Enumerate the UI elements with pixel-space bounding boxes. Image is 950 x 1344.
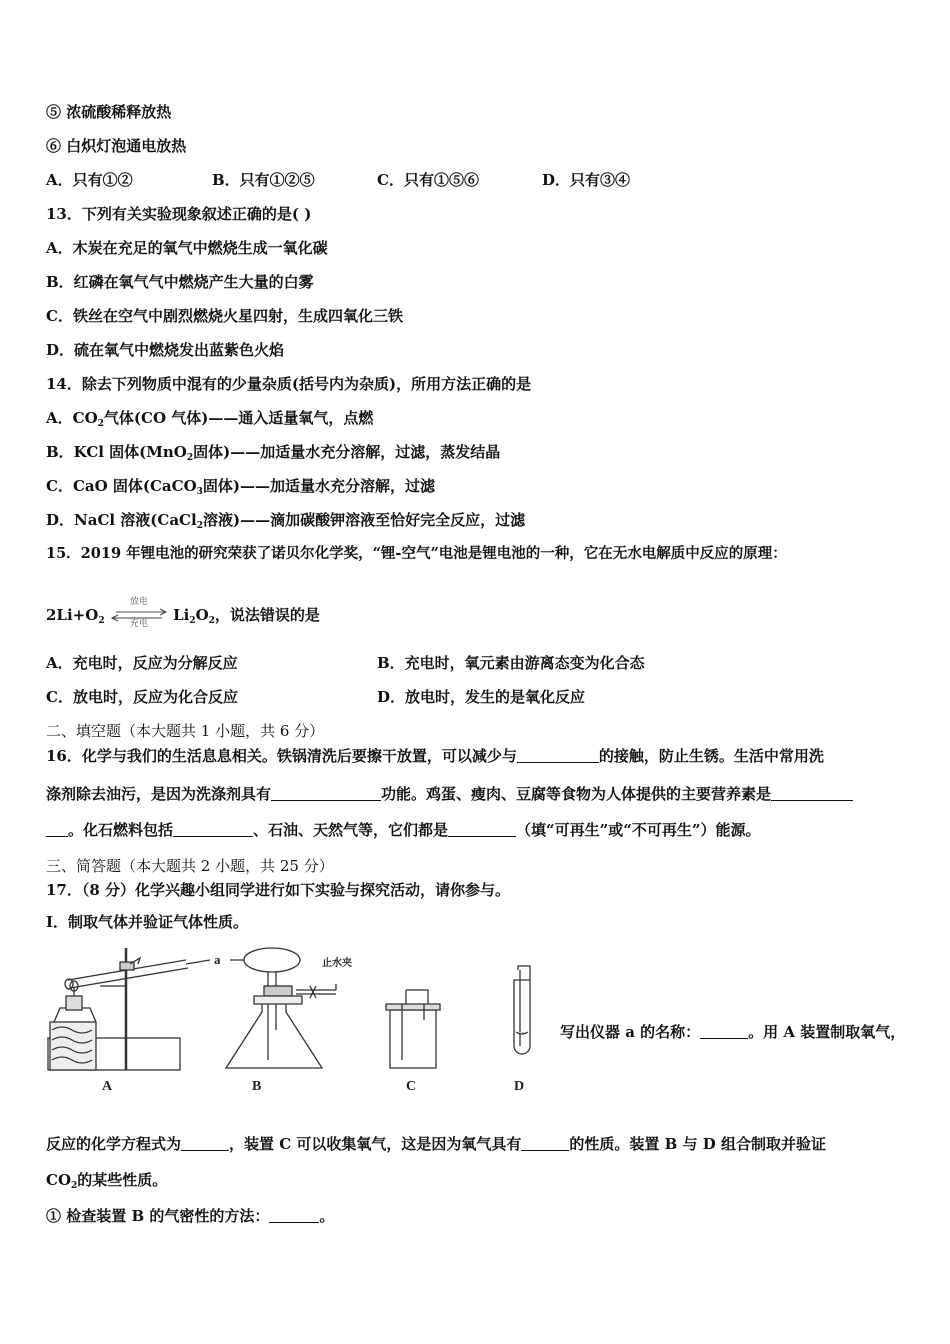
q17-part1: Ⅰ．制取气体并验证气体性质。: [46, 913, 249, 931]
q17-line2: 反应的化学方程式为 ，装置 C 可以收集氧气，这是因为氧气具有 的性质。装置 B 与 D 组合制取并验证: [46, 1135, 826, 1153]
q17-line3: $CO_2$的某些性质。: [46, 1171, 168, 1191]
q17-question1: ① 检查装置 B 的气密性的方法： 。: [46, 1207, 335, 1225]
q13-option-d: D．硫在氧气中燃烧发出蓝紫色火焰: [46, 341, 285, 359]
q16-line1: 16．化学与我们的生活息息相关。铁锅清洗后要擦干放置，可以减少与 的接触，防止生锈。生活中常用洗: [46, 747, 824, 765]
q14-stem: 14．除去下列物质中混有的少量杂质(括号内为杂质)，所用方法正确的是: [46, 375, 532, 393]
label-instrument-a: a: [214, 952, 221, 967]
q12-option-d: D．只有③④: [542, 171, 631, 189]
q17-figure-side-text: 写出仪器 a 的名称： 。用 A 装置制取氧气，: [560, 1023, 906, 1041]
label-b-apparatus: B: [252, 1079, 262, 1094]
q15-option-d: D．放电时，发生的是氧化反应: [377, 688, 586, 706]
label-clamp: 止水夹: [322, 958, 352, 969]
q12-option-b: B．只有①②⑤: [212, 171, 315, 189]
q15-option-c: C．放电时，反应为化合反应: [46, 688, 238, 706]
q14-option-a: A．$CO_2$气体(CO 气体)——通入适量氧气，点燃: [46, 409, 374, 429]
q17-stem: 17．（8 分）化学兴趣小组同学进行如下实验与探究活动，请你参与。: [46, 881, 511, 899]
q12-item6: ⑥ 白炽灯泡通电放热: [46, 137, 187, 155]
q14-option-d: D．NaCl 溶液(CaCl$_2$溶液)——滴加碳酸钾溶液至恰好完全反应，过滤: [46, 511, 526, 531]
q13-stem: 13．下列有关实验现象叙述正确的是( ): [46, 205, 312, 223]
q12-option-a: A．只有①②: [46, 171, 133, 189]
reversible-arrow: 放电 充电: [110, 605, 168, 627]
q12-item5: ⑤ 浓硫酸稀释放热: [46, 103, 172, 121]
apparatus-drawing: [40, 940, 560, 1100]
label-a-apparatus: A: [102, 1079, 113, 1094]
q12-option-c: C．只有①⑤⑥: [377, 171, 479, 189]
q15-option-a: A．充电时，反应为分解反应: [46, 654, 238, 672]
q13-option-b: B．红磷在氧气气中燃烧产生大量的白雾: [46, 273, 314, 291]
q16-line3: 。化石燃料包括 、石油、天然气等，它们都是 （填“可再生”或“不可再生”）能源。: [46, 820, 761, 840]
q16-line2: 涤剂除去油污，是因为洗涤剂具有 功能。鸡蛋、瘦肉、豆腐等食物为人体提供的主要营养素是: [46, 784, 853, 804]
q14-option-c: C．CaO 固体(CaCO$_3$固体)——加适量水充分溶解，过滤: [46, 477, 436, 497]
q15-equation: $2Li+O_2$ 放电 充电 $Li_2O_2$，说法错误的是: [46, 597, 320, 629]
q13-option-c: C．铁丝在空气中剧烈燃烧火星四射，生成四氧化三铁: [46, 307, 403, 325]
section-3-heading: 三、简答题（本大题共 2 小题，共 25 分）: [46, 857, 334, 875]
q15-option-b: B．充电时，氧元素由游离态变为化合态: [377, 654, 645, 672]
section-2-heading: 二、填空题（本大题共 1 小题，共 6 分）: [46, 722, 325, 740]
label-d-apparatus: D: [514, 1079, 525, 1094]
q15-stem: 15．2019 年锂电池的研究荣获了诺贝尔化学奖，“锂-空气”电池是锂电池的一种，它在无水电解质中反应的原理：: [46, 545, 787, 562]
apparatus-figure: [40, 940, 560, 1100]
q13-option-a: A．木炭在充足的氧气中燃烧生成一氧化碳: [46, 239, 328, 257]
q14-option-b: B．KCl 固体(MnO$_2$固体)——加适量水充分溶解，过滤，蒸发结晶: [46, 443, 501, 463]
label-c-apparatus: C: [406, 1079, 417, 1094]
